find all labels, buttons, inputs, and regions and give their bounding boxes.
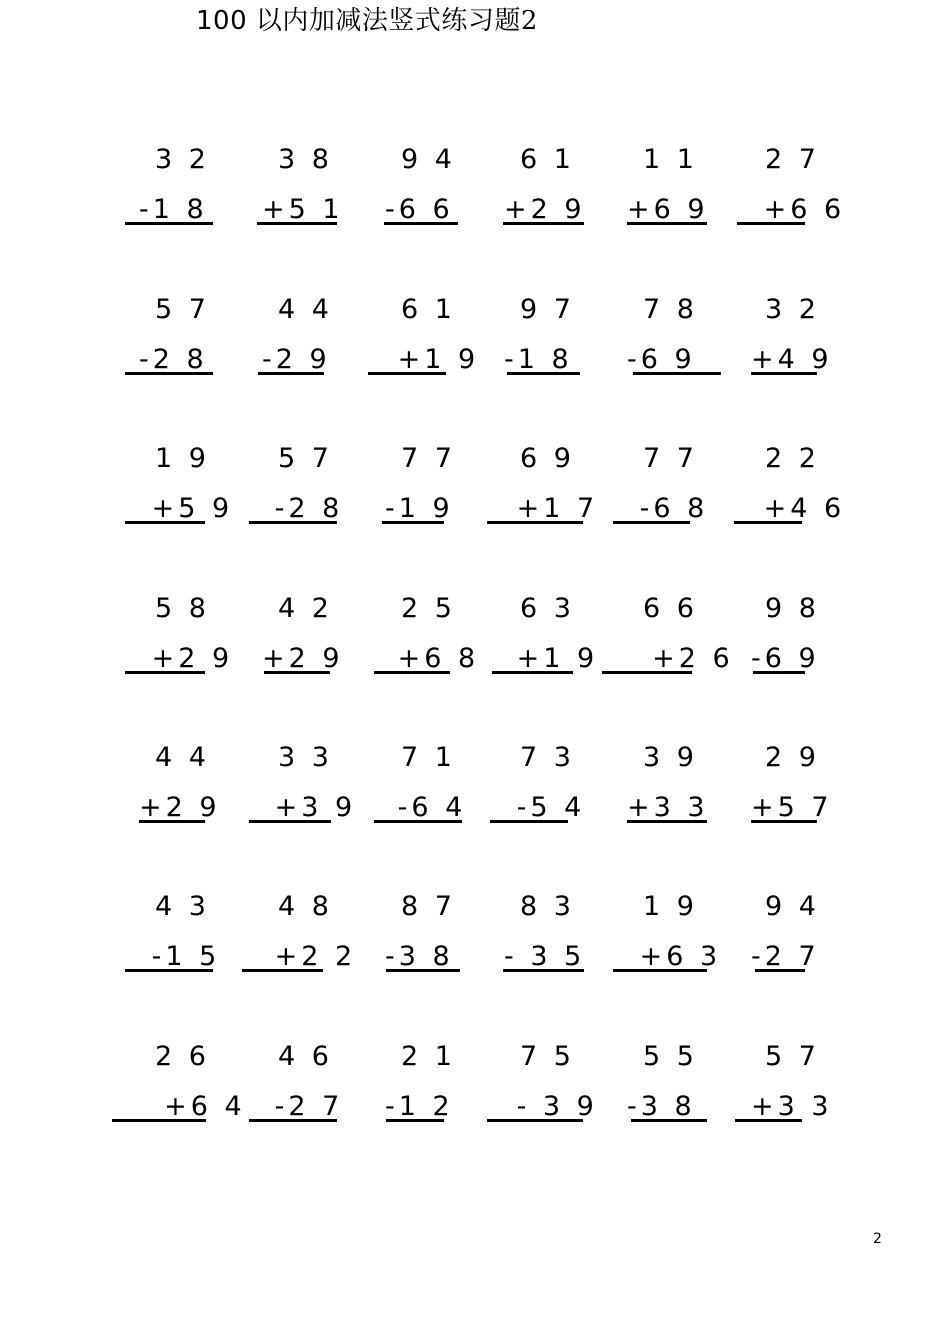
problem-item	[613, 1043, 733, 1133]
answer-underline	[125, 372, 213, 375]
problem-top-number: 7 7	[401, 443, 456, 474]
problem-item	[125, 744, 245, 834]
answer-underline	[507, 372, 580, 375]
problem-bottom-number: +5 9	[139, 493, 234, 524]
problem-bottom-number: +6 3	[627, 941, 734, 972]
problem-item	[125, 146, 245, 236]
problem-item	[490, 595, 610, 685]
problem-item	[490, 296, 610, 386]
problem-top-number: 3 8	[278, 144, 333, 175]
answer-underline	[490, 820, 568, 823]
problem-bottom-number: - 3 9	[504, 1091, 611, 1122]
problem-top-number: 2 1	[401, 1041, 456, 1072]
problem-item	[248, 744, 368, 834]
problem-bottom-number: +1 7	[504, 493, 611, 524]
answer-underline	[257, 222, 337, 225]
answer-underline	[264, 671, 330, 674]
answer-underline	[613, 969, 707, 972]
problem-bottom-number: -6 9	[627, 344, 721, 375]
problem-bottom-number: +3 9	[262, 792, 357, 823]
problem-top-number: 4 4	[155, 742, 210, 773]
problem-item	[490, 146, 610, 236]
answer-underline	[374, 671, 450, 674]
problem-bottom-number: -5 4	[504, 792, 598, 823]
problem-item	[371, 445, 491, 535]
answer-underline	[386, 1119, 444, 1122]
problem-top-number: 9 7	[520, 294, 575, 325]
problem-top-number: 5 7	[155, 294, 210, 325]
problem-item	[613, 146, 733, 236]
problem-top-number: 1 1	[643, 144, 698, 175]
problem-item	[735, 893, 855, 983]
problem-item	[735, 595, 855, 685]
problem-top-number: 5 8	[155, 593, 210, 624]
problem-bottom-number: +6 9	[627, 194, 709, 225]
problem-top-number: 6 3	[520, 593, 575, 624]
problem-item	[735, 296, 855, 386]
answer-underline	[631, 1119, 707, 1122]
answer-underline	[751, 820, 817, 823]
problem-top-number: 5 7	[278, 443, 333, 474]
problem-bottom-number: -2 8	[262, 493, 356, 524]
problem-top-number: 4 2	[278, 593, 333, 624]
page-number: 2	[873, 1231, 882, 1247]
problem-top-number: 4 3	[155, 891, 210, 922]
answer-underline	[384, 222, 458, 225]
problem-top-number: 4 4	[278, 294, 333, 325]
problem-item	[490, 445, 610, 535]
answer-underline	[242, 969, 323, 972]
problem-bottom-number: -2 7	[262, 1091, 356, 1122]
problem-top-number: 3 9	[643, 742, 698, 773]
problem-bottom-number: +2 2	[262, 941, 357, 972]
problem-item	[248, 296, 368, 386]
problem-item	[613, 595, 733, 685]
answer-underline	[751, 372, 817, 375]
problem-bottom-number: +5 7	[751, 792, 833, 823]
problem-top-number: 6 9	[520, 443, 575, 474]
answer-underline	[368, 372, 446, 375]
problem-top-number: 4 6	[278, 1041, 333, 1072]
problem-item	[490, 1043, 610, 1133]
answer-underline	[249, 521, 337, 524]
problem-bottom-number: +2 9	[139, 643, 234, 674]
problem-top-number: 7 5	[520, 1041, 575, 1072]
answer-underline	[382, 521, 444, 524]
answer-underline	[734, 521, 802, 524]
problem-bottom-number: +6 4	[139, 1091, 246, 1122]
problem-bottom-number: +2 9	[504, 194, 586, 225]
problem-bottom-number: -6 4	[385, 792, 479, 823]
answer-underline	[112, 1119, 206, 1122]
answer-underline	[125, 969, 213, 972]
problem-top-number: 5 7	[765, 1041, 820, 1072]
problem-bottom-number: +6 8	[385, 643, 480, 674]
problem-top-number: 2 2	[765, 443, 820, 474]
problem-item	[735, 744, 855, 834]
problem-top-number: 8 7	[401, 891, 456, 922]
answer-underline	[613, 521, 690, 524]
problem-bottom-number: +1 9	[504, 643, 599, 674]
answer-underline	[753, 671, 805, 674]
answer-underline	[374, 820, 462, 823]
problem-bottom-number: -1 8	[504, 344, 586, 375]
problem-bottom-number: +1 9	[385, 344, 480, 375]
problem-top-number: 7 1	[401, 742, 456, 773]
problem-bottom-number: -3 8	[627, 1091, 709, 1122]
problem-item	[125, 893, 245, 983]
answer-underline	[627, 222, 707, 225]
problem-item	[248, 445, 368, 535]
problem-top-number: 6 6	[643, 593, 698, 624]
problem-top-number: 4 8	[278, 891, 333, 922]
problem-item	[735, 146, 855, 236]
problem-bottom-number: +4 6	[751, 493, 846, 524]
problem-item	[613, 445, 733, 535]
problem-item	[125, 445, 245, 535]
problem-top-number: 3 3	[278, 742, 333, 773]
problem-bottom-number: -1 5	[139, 941, 233, 972]
answer-underline	[386, 969, 460, 972]
problem-bottom-number: - 3 5	[504, 941, 598, 972]
answer-underline	[737, 222, 805, 225]
problem-top-number: 7 8	[643, 294, 698, 325]
problem-item	[735, 1043, 855, 1133]
problem-item	[371, 744, 491, 834]
answer-underline	[125, 671, 205, 674]
problem-bottom-number: -1 2	[385, 1091, 467, 1122]
problem-bottom-number: +3 3	[751, 1091, 833, 1122]
title-text: 100 以内加减法竖式练习题	[196, 6, 521, 36]
problem-item	[613, 744, 733, 834]
answer-underline	[503, 222, 584, 225]
page-title	[196, 0, 538, 37]
problem-bottom-number: -6 6	[385, 194, 467, 225]
answer-underline	[249, 820, 331, 823]
problem-top-number: 9 4	[765, 891, 820, 922]
answer-underline	[627, 820, 707, 823]
problem-bottom-number: +2 9	[139, 792, 221, 823]
problem-top-number: 9 4	[401, 144, 456, 175]
answer-underline	[139, 820, 205, 823]
problem-bottom-number: -2 9	[262, 344, 344, 375]
problem-top-number: 2 6	[155, 1041, 210, 1072]
problem-bottom-number: +4 9	[751, 344, 833, 375]
problem-bottom-number: +5 1	[262, 194, 357, 225]
problem-item	[371, 296, 491, 386]
answer-underline	[492, 671, 573, 674]
problem-bottom-number: -6 9	[751, 643, 820, 674]
answer-underline	[125, 521, 205, 524]
problem-item	[490, 744, 610, 834]
problem-top-number: 9 8	[765, 593, 820, 624]
problem-top-number: 2 7	[765, 144, 820, 175]
problem-item	[125, 595, 245, 685]
problem-item	[125, 296, 245, 386]
problem-item	[371, 146, 491, 236]
problem-bottom-number: -1 8	[139, 194, 221, 225]
problem-bottom-number: -2 7	[751, 941, 820, 972]
answer-underline	[755, 969, 805, 972]
problem-bottom-number: -6 8	[627, 493, 721, 524]
answer-underline	[487, 521, 583, 524]
problem-bottom-number: +2 9	[262, 643, 344, 674]
problem-item	[371, 893, 491, 983]
problem-bottom-number: -2 8	[139, 344, 221, 375]
problem-bottom-number: +3 3	[627, 792, 722, 823]
answer-underline	[487, 1119, 583, 1122]
problem-top-number: 3 2	[765, 294, 820, 325]
title-number: 2	[520, 6, 538, 36]
problem-item	[248, 146, 368, 236]
problem-item	[613, 893, 733, 983]
problem-item	[248, 893, 368, 983]
problem-item	[735, 445, 855, 535]
problem-bottom-number: -1 9	[385, 493, 467, 524]
problem-bottom-number: +2 6	[627, 643, 734, 674]
problem-item	[248, 1043, 368, 1133]
problem-top-number: 6 1	[401, 294, 456, 325]
answer-underline	[602, 671, 692, 674]
problem-top-number: 8 3	[520, 891, 575, 922]
problem-bottom-number: +6 6	[751, 194, 846, 225]
problem-top-number: 6 1	[520, 144, 575, 175]
problem-item	[490, 893, 610, 983]
problem-top-number: 1 9	[155, 443, 210, 474]
problem-top-number: 7 3	[520, 742, 575, 773]
problem-top-number: 2 9	[765, 742, 820, 773]
problem-item	[371, 1043, 491, 1133]
problem-item	[371, 595, 491, 685]
answer-underline	[258, 372, 324, 375]
answer-underline	[735, 1119, 802, 1122]
answer-underline	[249, 1119, 337, 1122]
problem-top-number: 3 2	[155, 144, 210, 175]
problem-item	[613, 296, 733, 386]
answer-underline	[503, 969, 584, 972]
problem-top-number: 7 7	[643, 443, 698, 474]
problem-top-number: 1 9	[643, 891, 698, 922]
answer-underline	[125, 222, 213, 225]
problem-bottom-number: -3 8	[385, 941, 467, 972]
problem-item	[125, 1043, 245, 1133]
problem-top-number: 5 5	[643, 1041, 698, 1072]
problem-top-number: 2 5	[401, 593, 456, 624]
answer-underline	[633, 372, 721, 375]
problem-item	[248, 595, 368, 685]
